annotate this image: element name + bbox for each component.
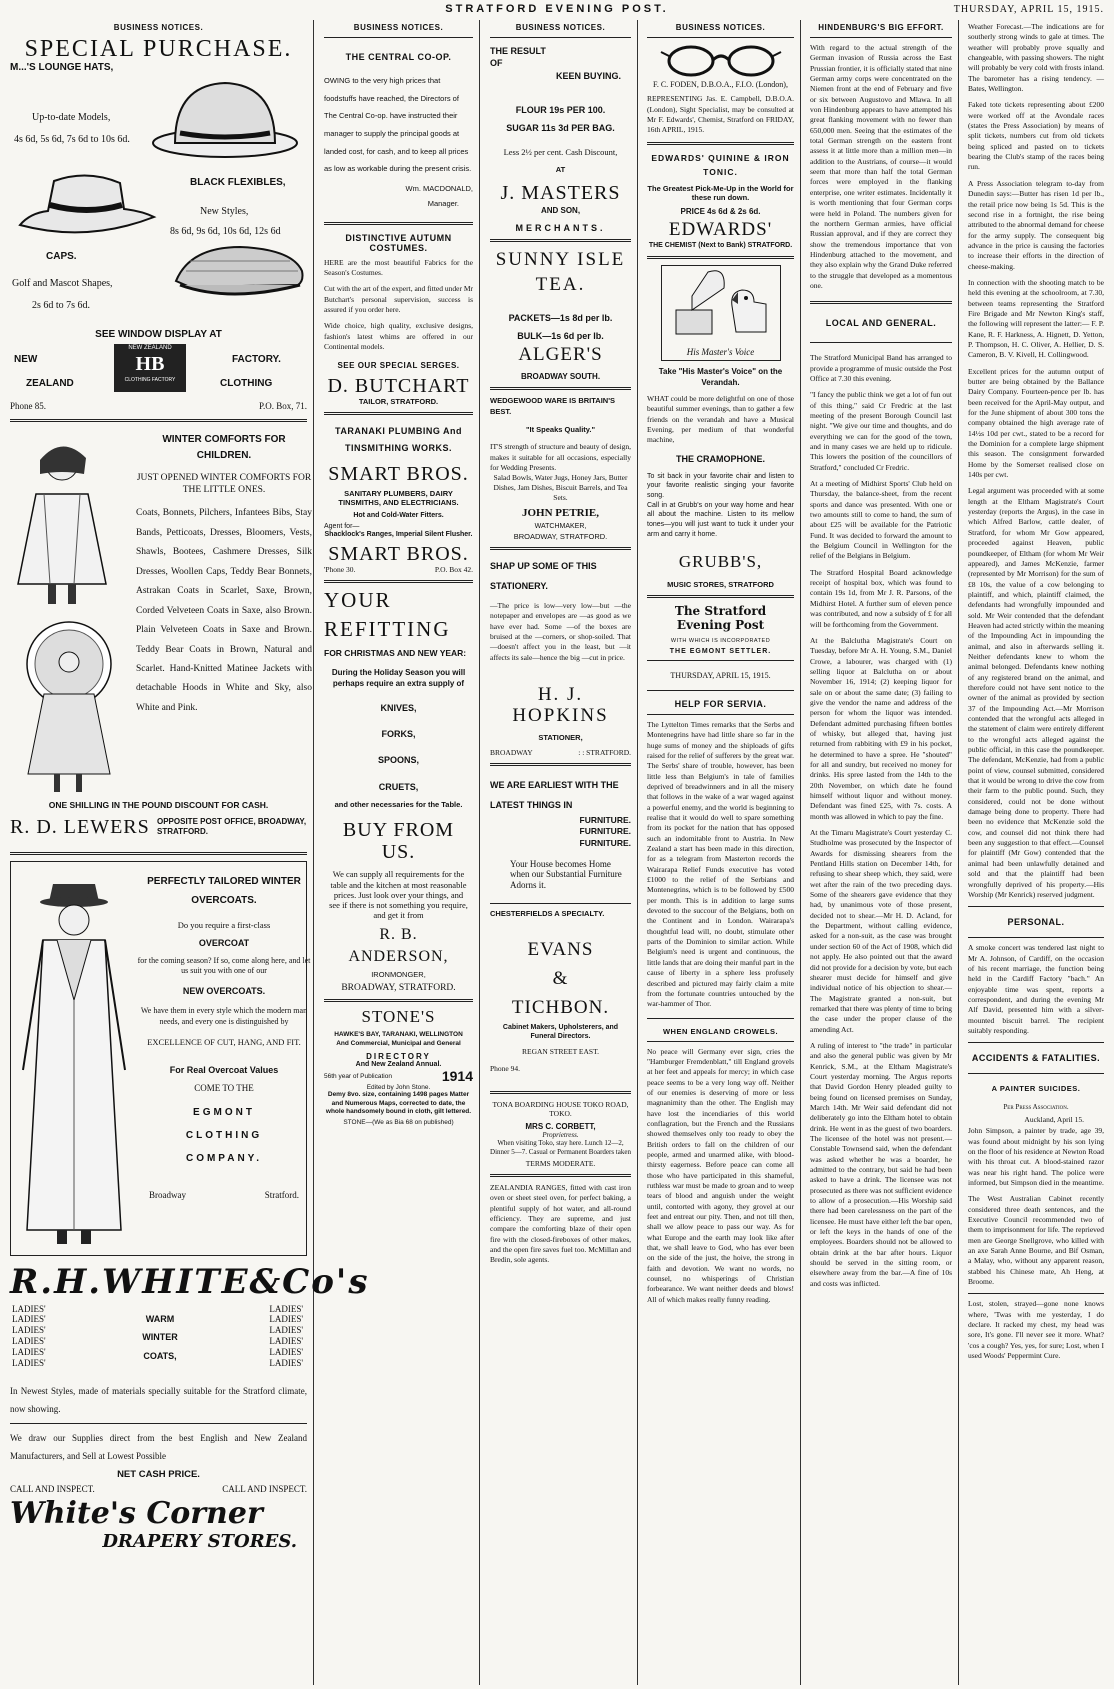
ruling-news: A ruling of interest to "the trade" in particular and also the general public was given by Mr Kenrick, S.M., at the Eltham Magistrate's Court yesterday morning. The Argus reports that David Gordon Henry pleaded guilty to being found on licensed premises on Sunday, March 14th. Mr Weir said defendant did not deliberately go into the Eltham hotel to obtain drink. He went in as the guest of two boarders. The licensee of the hotel was not present.—Constable Townsend said, when the defendant was asked whether he was a boarder, he admitted to the contrary, but said he had been asked to have a drink. The licensee was not prosecuted as there was not sufficient evidence to allow of a prosecution.—His Worship said there had been carelessness on the part of the licensee. He must have either left the bar open, or left the keys in the hands of one of the employees. Boarders should not be allowed to obtain drink at the bar after hours. Liquor should be served in the sitting room, or elsewhere away from the bar.—A fine of 10s and costs was inflicted. <box>810 1040 952 1288</box>
divider <box>324 999 473 1002</box>
help-servia-heading: HELP FOR SERVIA. <box>674 698 767 709</box>
smart-bros-contact <box>324 565 473 574</box>
nz-annual-label: And New Zealand Annual. <box>355 1061 442 1069</box>
ladies-label: LADIES' <box>269 1314 303 1325</box>
butter-price-news: A Press Association telegram to-day from Dunedin says:—Butter has risen 1d per lb., the retail price now being 1s 5d. This is the second rise in a fortnight, the rise being attributed to the abnormal demand for cheese for the army supply. The consequent big advance in the price is causing the factories to increase their efforts in the direction of cheese-making. <box>968 178 1104 271</box>
smart-bros-footer: SMART BROS. <box>328 543 469 566</box>
divider <box>968 906 1104 907</box>
at-label: AT <box>555 165 566 175</box>
butchart-address: TAILOR, STRATFORD. <box>358 396 439 406</box>
divider <box>490 763 631 766</box>
drapery-stores-logo: DRAPERY STORES. <box>102 1530 297 1552</box>
quinine-price: PRICE 4s 6d & 2s 6d. <box>680 207 761 217</box>
ladies-list-right <box>269 1304 303 1369</box>
net-cash-label: NET CASH PRICE. <box>117 1468 200 1480</box>
po-box: P.O. Box, 71. <box>258 401 307 412</box>
christmas-label: FOR CHRISTMAS AND NEW YEAR: <box>324 648 467 659</box>
whites-corner-logo: White's Corner <box>10 1495 263 1531</box>
cutlery-list <box>324 695 473 799</box>
divider <box>10 852 307 855</box>
auckland-dateline: Auckland, April 15. <box>1024 1115 1084 1125</box>
every-style-text: We have them in every style which the modern man needs, and every one is distinguished by <box>140 1006 308 1026</box>
tichbon-name: TICHBON. <box>511 996 610 1018</box>
ironmonger-label: IRONMONGER, <box>371 969 426 979</box>
divider <box>490 903 631 904</box>
new-styles-label: New Styles, <box>200 206 249 218</box>
bulk-price: BULK—1s 6d per lb. <box>517 331 604 342</box>
divider <box>10 419 307 422</box>
his-masters-voice-logo <box>661 265 781 361</box>
divider <box>647 1018 794 1019</box>
clothing-co-label: CLOTHING <box>185 1130 263 1142</box>
discount-banner: ONE SHILLING IN THE POUND DISCOUNT FOR CASH. <box>48 799 269 810</box>
england-crowels-heading: WHEN ENGLAND CROWELS. <box>662 1026 779 1036</box>
to-sit-text: To sit back in your favorite chair and listen to your favorite realistic singing your favorite song. <box>647 472 794 499</box>
edwards-name: EDWARDS' <box>668 219 773 241</box>
we-can-supply-text: We can supply all requirements for the table and the kitchen at most reasonable prices. Just look over your things, and see if there is not something you require, and get it from <box>329 869 468 921</box>
ampersand: & <box>552 967 569 989</box>
coming-season-text: for the coming season? If so, come along here, and let us suit you with one of our <box>137 955 311 975</box>
knives-label: KNIVES, <box>380 703 417 714</box>
broadway-label: BROADWAY <box>490 747 533 757</box>
other-necessaries: and other necessaries for the Table. <box>334 799 463 809</box>
ladies-label: LADIES' <box>12 1357 46 1368</box>
timaru-news: At the Timaru Magistrate's Court yesterday C. Studholme was prosecuted by the Inspector of Awards for dismissing shearers from the Pentland Hills station on December 14th, for refusing to shear sheep which, they said, were wet after the rain of the two preceding days. Some of the shearers gave evidence that they had, by unanimous vote of those present, decided not to shear.—Mr H. D. Acland, for the Department, without calling evidence, asked for a non-suit, as the case was brought under section 60 of the Act of 1908, which did not apply. He also pointed out that the award did not provide for a decision by vote, but each shearer must decide for himself and give individual notice of his objection to shear.—The Magistrate granted a non-suit, but remarked that there was plenty of time to bring the case under the proper clause of the amending Act. <box>810 828 952 1034</box>
stones-title: STONE'S <box>361 1006 436 1026</box>
music-stores-label: MUSIC STORES, STRATFORD <box>667 579 774 589</box>
up-to-date-label: Up-to-date Models, <box>32 112 111 124</box>
your-label: YOUR <box>324 588 392 613</box>
salad-bowls-text: Salad Bowls, Water Jugs, Honey Jars, Butter Dishes, Jam Dishes, Biscuit Barrels, and Tea Sets. <box>493 473 628 502</box>
regan-street: REGAN STREET EAST. <box>521 1046 599 1056</box>
bowler-hat-illustration <box>150 75 300 160</box>
hopkins-address <box>490 748 631 757</box>
divider <box>647 256 794 259</box>
new-label: NEW <box>14 354 38 366</box>
gramophone-dog-icon <box>662 266 780 342</box>
publication-label: 56th year of Publication <box>324 1072 392 1080</box>
lost-poem: Lost, stolen, strayed—gone none knows where, 'Twas with me yesterday, I do declare. It racked my chest, my head was sore, It's gone. I'll never see it more. What? 'cos a cough? Yes, yes, for sure; Lost, when I used Woods' Peppermint Cure. <box>968 1299 1104 1361</box>
egmont-address <box>135 1190 313 1200</box>
smoke-concert-news: A smoke concert was tendered last night to Mr A. Johnson, of Cardiff, on the occasion of his recent marriage, the function being held in the Cardiff Factory "bach." An enjoyable time was spent, reports a correspondent, and during the evening Mr Alf David, presented him with a silver-mounted biscuit barrel. The recipient suitably responding. <box>968 943 1104 1035</box>
broadway-south-label: BROADWAY SOUTH. <box>520 372 601 382</box>
divider <box>647 1041 794 1042</box>
hospital-news: The Stratford Hospital Board acknowledge receipt of hospital box, which was found to contain 19s 1d, from Mr J. R. Parsons, of the Midhirst Hotel. A further sum of eleven pence was contributed, and now a subsidy of £ for all will be forthcoming from the Government. <box>810 567 952 629</box>
year-label: 1914 <box>441 1068 473 1085</box>
ladies-label: LADIES' <box>12 1346 46 1357</box>
sugar-price: SUGAR 11s 3d PER BAG. <box>506 123 615 134</box>
cramophone-label: THE CRAMOPHONE. <box>675 453 765 464</box>
anderson-name: ANDERSON, <box>348 947 449 965</box>
logo-monogram: HB <box>135 353 165 376</box>
caps-label: CAPS. <box>46 251 77 263</box>
winter-comforts-heading: WINTER COMFORTS FOR CHILDREN. <box>162 433 286 461</box>
section-header: BUSINESS NOTICES. <box>675 23 766 32</box>
supplies-text: We draw our Supplies direct from the best English and New Zealand Manufacturers, and Sell at Lowest Possible <box>10 1432 307 1461</box>
edition-date: THURSDAY, APRIL 15, 1915. <box>670 670 771 680</box>
column-5 <box>804 20 959 1685</box>
hmv-caption: His Master's Voice <box>686 347 755 358</box>
paper-title-block: The Stratford Evening Post <box>674 603 767 632</box>
legal-argument-news: Legal argument was proceeded with at some length at the Eltham Magistrate's Court yesterday (reports the Argus), in the case in which Alfred Barlow, cattle dealer, of Stratford, for whom Mr Gow appeared, proceeded against Heaven, public poundkeeper, of Eltham (for whom Mr Weir appeared), and James McKenzie, farmer (represented by Mr Morrison) for the sum of £8 10s, the value of a cow belonging to plaintiff, and which, plaintiff claimed, the defendants had wrongfully impounded and sold. Mr Weir contended that the defendant Heaven had acted strictly within the meaning of the Impounding Act in impounding the animal, and also in afterwards selling it. Neither defendants knew to whom the animal belonged. Defendants knew nothing of any registered brand on the animal, and therefore could not have sent notice to the owner of the animal as provided by section 37 of the Impounding Act.—Mr Morrison contended that the wrongful acts alleged in the statement of claim were entirely different to the wrongful acts alleged against the public official, in this case the poundkeeper. The defendant, McKenzie, had from a public point of view, counsel submitted, considered that it would be wrong to drive the cow from their farm to the public pound. Such, they considered, could not be done without damage being done to property. There had been no evidence that McKenzie sold the cow, and counsel did not think there had been any suggestion to that effect.—Counsel for plaintiff (Mr Gow) contended that the animal had been unlawfully detained and sold and that the plaintiff had been wrongfully deprived of his property.—His Worship (Mr Kenrick) reserved judgment. <box>968 486 1104 899</box>
black-flexibles-label: BLACK FLEXIBLES, <box>190 177 286 189</box>
children-wear-list: Coats, Bonnets, Pilchers, Infantees Bibs, Stay Bands, Petticoats, Dresses, Bloomers, Vests, Shawls, Bootees, Cashmere Dresses, Silk Dresses, Woollen Caps, Teddy Bear Bonnets, Astrakan Coats in Scarlet, Saxe, Brown, Corded Velveteen Coats in Saxe, also Brown. Plain Velveteen Coats in Saxe and Brown. Teddy Bear Coats in Brown, Natural and Scarlet. Hand-Knitted Matinee Jackets with detachable Hoods in White and Sky, also White and Pink. <box>136 508 312 713</box>
divider <box>490 37 631 38</box>
divider <box>324 222 473 225</box>
divider <box>810 37 952 38</box>
shooting-match-news: In connection with the shooting match to be held this evening at the schoolroom, at 7.30, between teams representing the Stratford Fire Brigade and Mr Newton King's staff, the following will represent the latter:— F. P. Kane, R. F. Harkness, A. Hignett, D. Yetton, P. Thompson, H. C. Oliver, A. Hellier, D. S. Cameron, B. V. Kivell, H. Collingwood. <box>968 277 1104 360</box>
lewis-hats-ad <box>10 36 307 413</box>
accidents-heading: ACCIDENTS & FATALITIES. <box>971 1053 1101 1064</box>
and-son-label: AND SON, <box>540 206 581 216</box>
newspaper-title: STRATFORD EVENING POST. <box>445 3 669 15</box>
spectacles-icon <box>661 44 781 78</box>
see-window-label: SEE WINDOW DISPLAY AT <box>95 329 222 341</box>
divider <box>810 301 952 304</box>
hopkins-name: H. J. HOPKINS <box>512 684 609 726</box>
come-to-text: COME TO THE <box>194 1083 254 1094</box>
forks-label: FORKS, <box>381 729 416 740</box>
masthead <box>0 0 1114 20</box>
painter-suicides-heading: A PAINTER SUICIDES. <box>991 1084 1081 1094</box>
grubbs-name: GRUBB'S, <box>678 552 763 572</box>
smart-bros-title: SMART BROS. <box>328 462 469 485</box>
section-header: BUSINESS NOTICES. <box>353 23 444 32</box>
algers-name: ALGER'S <box>518 344 603 366</box>
taranaki-plumbing-heading: TARANAKI PLUMBING And TINSMITHING WORKS. <box>335 425 462 453</box>
ladies-label: LADIES' <box>269 1303 303 1314</box>
real-values-text: For Real Overcoat Values <box>169 1065 279 1076</box>
divider <box>968 1042 1104 1043</box>
cap-illustration <box>170 241 310 313</box>
phone-94: Phone 94. <box>490 1063 520 1073</box>
weather-forecast: Weather Forecast.—The indications are for southerly strong winds to gale at times. The weather will probably prove squally and changeable, with passing showers. The night will probably be very cold with frosts inland. The barometer has a rising tendency. —Bates, Wellington. <box>968 22 1104 94</box>
divider <box>324 37 473 38</box>
divider <box>647 690 794 691</box>
logo-bottom-text: CLOTHING FACTORY <box>124 377 176 384</box>
overcoat-ad <box>10 861 311 1256</box>
cap-prices: 2s 6d to 7s 6d. <box>32 300 91 312</box>
stratford-label: Stratford. <box>264 1190 299 1201</box>
incorporated-label: WITH WHICH IS INCORPORATED <box>670 637 771 644</box>
divider <box>324 412 473 415</box>
special-serges-label: SEE OUR SPECIAL SERGES. <box>337 360 460 370</box>
divider <box>810 342 952 343</box>
divider <box>968 1293 1104 1294</box>
ladies-label: LADIES' <box>269 1335 303 1346</box>
simpson-news: John Simpson, a painter by trade, age 39, was found about midnight by his son lying on the floor of his residence at Newton Road with his throat cut. A blood-stained razor was near his right hand. The police were informed, but Simpson died in the meantime. <box>968 1126 1104 1187</box>
masters-name: J. MASTERS <box>500 182 621 205</box>
terms-moderate: TERMS MODERATE. <box>525 1159 596 1168</box>
hindenburg-heading: HINDENBURG'S BIG EFFORT. <box>818 23 944 32</box>
stratford-label: : : STRATFORD. <box>578 747 631 757</box>
evans-name: EVANS <box>527 938 594 960</box>
factory-label: FACTORY. <box>232 354 281 366</box>
soft-hat-illustration <box>12 165 162 245</box>
petrie-address: BROADWAY, STRATFORD. <box>513 531 608 541</box>
what-could-text: WHAT could be more delightful on one of those beautiful summer evenings, than to gather a few friends on the verandah and have a Musical Evening, per medium of that wonderful machine, <box>647 393 794 445</box>
section-header: BUSINESS NOTICES. <box>113 23 204 32</box>
zealand-label: ZEALAND <box>26 378 74 390</box>
call-inspect-row <box>10 1484 307 1494</box>
representing-text: REPRESENTING Jas. E. Campbell, D.B.O.A. (London), Sight Specialist, may be consulted at Mr F. Edwards', Chemist, Stratford on FRIDAY, 16th APRIL, 1915. <box>647 94 794 135</box>
divider <box>324 580 473 583</box>
zealandia-ranges-text: ZEALANDIA RANGES, fitted with cast iron oven or sheet steel oven, for perfect baking, a plentiful supply of hot water, and all-round efficiency. They are supreme, and just compare the comforting blaze of their open fire with the closed-fireboxes of other makes, and the open fire saves fuel too. McMillan and Bredin, sole agents. <box>490 1183 631 1265</box>
lewers-ad <box>10 428 312 846</box>
phone-number: 'Phone 30. <box>324 565 356 575</box>
new-overcoats-label: NEW OVERCOATS. <box>182 986 266 997</box>
help-servia-body: The Lyttelton Times remarks that the Serbs and Montenegrins have had little share so far in the huge sums of money and the shiploads of gifts raised for the relief of sufferers by the great war. The Serbs' share of trouble, however, has been little less than Belgium's in tale of families deprived of breadwinners and in all the misery that follows in the wake of a war waged against a powerful enemy, and the world is beginning to realise that it would do well to spare something from its pocket for the nation that has opposed such an indomitable front to Austria. In New Zealand a start has been made in this direction, for as a telegram from Masterton records the Wairarapa Relief Funds executive has voted £1000 to the relief of the Serbians and Montenegrins, which is to be followed by £500 per month. This is in addition to large sums devoted to the succour of the Belgians, both on the Continent and in London. Wairarapa's thoughtful lead will, no doubt, stimulate other parts of the Dominion to similar action. While Belgium's need is urgent and continuous, the little lands that are doing their manful part in the cause of liberty in a sphere less profusely described and pictured may fairly claim a mite from the fortunate countries untouched by the war-hammer of Thor. <box>647 719 794 1009</box>
earliest-heading: WE ARE EARLIEST WITH THE LATEST THINGS IN <box>490 779 619 810</box>
phone-number: Phone 85. <box>10 401 46 412</box>
balclutha-news: At the Balclutha Magistrate's Court on Tuesday, before Mr A. H. Young, S.M., Daniel Crowe, a labourer, was charged with (1) selling liquor at Balclutha on or about November 16, 1914; (2) keeping liquor for sale on or about the same date; (3) failing to give the vendor the name and address of the person for whom the liquor was intended. Defendant admitted purchasing fifteen bottles of whisky, but alleged that, having just returned from rabbiting with £9 in his pocket, he determined to have a spree. He "shouted" for all and sundry, but received no money for drinks. His spree lasted from the 14th to the 20th November, on which date he found himself without liquor and without money. Defendant was fined £25, with 7s. costs. A month was allowed in which to pay the fine. <box>810 635 952 821</box>
speaks-quality-label: "It Speaks Quality." <box>525 425 596 435</box>
butter-output-news: Excellent prices for the autumn output of butter are being obtained by the Ballance Dairy Company. Fourteen-pence per lb. has been received for the April-May output, and for the June shipment of about 300 tons the company obtained the high average rate of 14½s 10d per cwt., stated to be a record for the Dominion for a complete large shipment this season. The consignment forwarded Home by the Somerset realised close on 140s per cwt. <box>968 366 1104 480</box>
broadway-label: Broadway <box>149 1190 186 1201</box>
winter-label: WINTER <box>142 1332 178 1343</box>
personal-heading: PERSONAL. <box>1007 917 1065 928</box>
buy-from-us-title: BUY FROM US. <box>342 819 455 864</box>
ladies-label: LADIES' <box>12 1325 46 1336</box>
divider <box>647 714 794 715</box>
john-petrie-name: JOHN PETRIE, <box>521 506 599 519</box>
furniture-label: FURNITURE. <box>579 837 631 848</box>
clothing-factory-logo <box>114 344 186 392</box>
sunny-isle-tea: SUNNY ISLE TEA. <box>495 249 626 295</box>
packets-price: PACKETS—1s 8d per lb. <box>508 313 613 324</box>
hot-cold-fitters: Hot and Cold-Water Fitters. <box>353 512 444 520</box>
stationer-label: STATIONER, <box>538 732 583 742</box>
call-inspect-right: CALL AND INSPECT. <box>222 1483 307 1494</box>
child-in-coat-illustration <box>14 434 124 804</box>
just-opened-text: JUST OPENED WINTER COMFORTS FOR THE LITTLE ONES. <box>136 472 312 495</box>
cabinet-makers-text: Cabinet Makers, Upholsterers, and Funeral Directors. <box>502 1023 619 1040</box>
logo-top-text: NEW ZEALAND <box>128 345 172 352</box>
butchart-name: D. BUTCHART <box>327 374 470 397</box>
call-inspect-left: CALL AND INSPECT. <box>10 1483 95 1494</box>
egmont-settler-label: THE EGMONT SETTLER. <box>669 647 772 655</box>
hat-prices-1: 4s 6d, 5s 6d, 7s 6d to 10s 6d. <box>14 134 130 146</box>
warm-winter-coats <box>120 1310 200 1367</box>
autumn-cut-text: Cut with the art of the expert, and fitted under Mr Butchart's personal supervision, success is assured if you order here. <box>324 284 473 315</box>
central-coop-heading: THE CENTRAL CO-OP. <box>345 52 452 62</box>
its-strength-text: IT'S strength of structure and beauty of design, makes it suitable for all occasions, especially for Wedding Presents. <box>490 442 631 473</box>
column-3 <box>484 20 638 1685</box>
column-2 <box>318 20 480 1685</box>
central-coop-body: OWING to the very high prices that foodstuffs have reached, the Directors of The Central Co-op. have instructed their manager to supply the principal goods at landed cost, for cash, and to keep all prices as low as workable during the present crisis. <box>324 76 472 174</box>
shap-up-heading: SHAP UP SOME OF THIS STATIONERY. <box>490 560 597 592</box>
agent-for-label: Agent for— <box>324 523 360 531</box>
furniture-label: FURNITURE. <box>579 826 631 837</box>
excellence-text: EXCELLENCE OF CUT, HANG, AND FIT. <box>147 1037 301 1048</box>
divider <box>490 1174 631 1177</box>
pick-me-up-text: The Greatest Pick-Me-Up in the World for these run down. <box>647 183 794 203</box>
ladies-label: LADIES' <box>269 1346 303 1357</box>
proprietress-label: Proprietress. <box>542 1130 579 1139</box>
divider <box>490 547 631 550</box>
column-6 <box>962 20 1110 1685</box>
column-4 <box>641 20 801 1685</box>
lewers-address: OPPOSITE POST OFFICE, BROADWAY, STRATFORD. <box>157 816 307 837</box>
cash-discount: Less 2½ per cent. Cash Discount, <box>503 147 618 158</box>
divider <box>968 1073 1104 1074</box>
clothing-label: CLOTHING <box>220 378 273 390</box>
divider <box>647 37 794 38</box>
england-crowels-body: No peace will Germany ever sign, cries the "Hamburger Fremdenblatt," till England grovels at her feet and appeals for mercy; in which case peace seems to be a very long way off. Neither of our enemies is deserving of more or less magnanimity than the other. The English may have lost the incendiaries of this world conflagration, but the French and the Russians showed themselves only too ready to obey the British orders to fall on the children of our people, armed and unarmed alike, with blood-thirsty eagerness. Before peace can come all those who have participated in this shameful, ruthless war must be made to groan and to weep tears of blood and anguish under the weight until, contorted with agony, they grovel at our feet and entreat our pity. Then, and not till then, shall we allow peace to pass our way. As for what Europe and the earth may look like after that, we shall leave to God, who has ever been on the side of the just, the hoive, the strong in faith and devotion. We want no words, no counsel, no whisperings of Christian forbearance. We want neither deeds and blows! All of which makes really funny reading. <box>647 1046 794 1304</box>
flusher-label: Shacklock's Ranges, Imperial Silent Flusher. <box>324 531 473 539</box>
egmont-label: EGMONT <box>193 1107 255 1119</box>
corbett-name: MRS C. CORBETT, <box>525 1121 596 1131</box>
warm-label: WARM <box>145 1313 175 1324</box>
newest-styles-text: In Newest Styles, made of materials specially suitable for the Stratford climate, now showing. <box>10 1385 307 1414</box>
fancy-news: "I fancy the public think we get a lot of fun out of this thing," said Cr Fredric at the last meeting of the present Borough Council last night. "We give our time and thoughts, and do everything we can for the good of the town, and in many cases we are held up to ridicule. This lowers the position of the councillors of Stratford," concluded Cr Fredric. <box>810 390 952 472</box>
faked-tote-news: Faked tote tickets representing about £200 were worked off at the Avondale races (states the Press Association) by means of split tickets, numbers cut from old tickets being spliced and pasted on to tickets bearing the Club's stamp of the races being run. <box>968 100 1104 172</box>
west-australian-news: The West Australian Cabinet recently considered three death sentences, and the Executive Council recommended two of them to imprisonment for life. The reprieved men are George Snellgrove, who killed with an axe Sarah Anne Bourne, and Bif Osman, a Malay, who, without any apparent reason, stabbed his Chinese mate, Ah Heng, at Broome. <box>968 1194 1104 1287</box>
demy-text: Demy 8vo. size, containing 1498 pages Matter and Numerous Maps, corrected to date, the whole handsomely bound in cloth, gilt lettered. <box>325 1091 472 1116</box>
edwards-chemist: THE CHEMIST (Next to Bank) STRATFORD. <box>648 242 793 250</box>
rh-white-ad <box>10 1261 370 1552</box>
masthead-date: THURSDAY, APRIL 15, 1915. <box>953 4 1104 15</box>
rb-initials: R. B. <box>379 926 418 944</box>
take-hmv-heading: Take "His Master's Voice" on the Verandah. <box>658 367 783 387</box>
lounge-hats-label: M...'S LOUNGE HATS, <box>10 62 114 74</box>
autumn-intro: HERE are the most beautiful Fabrics for the Season's Costumes. <box>324 257 473 278</box>
midhirst-news: At a meeting of Midhirst Sports' Club held on Thursday, the balance-sheet, from the recent sports and dance was presented. With one or two amounts still to come to hand, the sum of about £25 will be available for the Patriotic Fund. It was decided to forward the amount to the Belgium Council in Wellington for the relief of the Belgians in Belgium. <box>810 479 952 561</box>
company-label: COMPANY. <box>185 1153 263 1165</box>
overcoat-label: OVERCOAT <box>198 937 250 948</box>
your-house-text: Your House becomes Home when our Substantial Furniture Adorns it. <box>510 858 622 891</box>
stones-year-row <box>324 1068 473 1084</box>
po-box: P.O. Box 42. <box>434 565 473 575</box>
divider <box>968 937 1104 938</box>
golf-shapes-label: Golf and Mascot Shapes, <box>12 278 113 290</box>
rh-white-logo: R.H.WHITE&Co's <box>10 1261 370 1302</box>
wedgewood-heading: WEDGEWOOD WARE IS BRITAIN'S BEST. <box>490 396 615 416</box>
furniture-list <box>490 815 631 848</box>
divider <box>10 1423 307 1424</box>
divider <box>490 387 631 390</box>
divider <box>647 595 794 598</box>
call-grubb-text: Call in at Grubb's on your way home and hear all about the machine. Listen to its mellow tones—you will just want to tuck it under your arm and carry it home. <box>647 501 794 538</box>
require-text: Do you require a first-class <box>177 919 271 930</box>
foden-name: F. C. FODEN, D.B.O.A., F.I.O. (London), <box>653 80 788 89</box>
coats-label: COATS, <box>143 1351 177 1362</box>
ladies-label: LADIES' <box>12 1303 46 1314</box>
anderson-address: BROADWAY, STRATFORD. <box>341 982 456 993</box>
visiting-text: When visiting Toko, stay here. Lunch 12—2, Dinner 5—7. Casual or Permanent Boarders taken <box>490 1138 631 1156</box>
edwards-quinine-heading: EDWARDS' QUININE & IRON TONIC. <box>651 152 790 178</box>
stones-footer: STONE—(We as Bia 68 on published) <box>343 1118 454 1126</box>
flour-price: FLOUR 19s PER 100. <box>515 105 606 116</box>
directory-label: DIRECTORY <box>366 1052 431 1062</box>
divider <box>490 1091 631 1094</box>
edited-by: Edited by John Stone. <box>366 1084 431 1092</box>
cruets-label: CRUETS, <box>378 781 419 792</box>
holiday-text: During the Holiday Season you will perhaps require an extra supply of <box>331 668 466 688</box>
result-of-label: THE RESULT OF <box>490 46 546 68</box>
ladies-list-left <box>12 1304 46 1369</box>
divider <box>647 660 794 661</box>
stones-address: HAWKE'S BAY, TARANAKI, WELLINGTON And Commercial, Municipal and General <box>334 1031 463 1048</box>
local-general-heading: LOCAL AND GENERAL. <box>825 318 937 329</box>
tailored-overcoats-heading: PERFECTLY TAILORED WINTER OVERCOATS. <box>147 875 301 906</box>
spoons-label: SPOONS, <box>377 755 419 766</box>
hindenburg-body: With regard to the actual strength of the German invasion of Russia across the East Prussian frontier, it is officially stated that nine German army corps were concentrated on the Niemen front at the end of February and five or six between Augustovo and Mlawa. In all von Hindenburg appears to have attempted his great flanking movement with no fewer than 650,000 men. Seeing that the estimates of the total German strength on the eastern front assess it at little more than a million men—in addition to the Austrians, of course—it would seem that more than half the total German forces were employed in the flanking enterprise, one writer estimates. Incidentally it is worth mentioning that four German corps were held in Poland. The numbers given for the northern German armies, have official Russian approval, and if they are correct they show the tremendous importance that von Hindenburg attached to the movement, and they also explain why the Grand Duke referred to the struggle that developed as a momentous one. <box>810 43 952 290</box>
watchmaker-label: WATCHMAKER, <box>534 522 587 530</box>
special-purchase-title: SPECIAL PURCHASE. <box>24 36 293 62</box>
divider <box>647 142 794 145</box>
man-in-overcoat-illustration <box>17 870 127 1250</box>
stationery-text: —The price is low—very low—but —the notepaper and envelopes are —as good as we have ever had. Some —of the boxes are bruised at the —corners, or shop-soiled. That —doesn't affect you in the least, but —it affects its sale—hence the big —cut in price. <box>490 600 631 662</box>
ladies-label: LADIES' <box>269 1357 303 1368</box>
autumn-choice-text: Wide choice, high quality, exclusive designs, fashion's latest whims are offered in our Continental models. <box>324 321 473 352</box>
per-press-label: Per Press Association. <box>1003 1103 1069 1112</box>
merchants-label: MERCHANTS. <box>515 223 606 234</box>
toko-boarding-house: TONA BOARDING HOUSE TOKO ROAD, TOKO. <box>492 1099 629 1118</box>
lewers-name: R. D. LEWERS <box>10 815 150 838</box>
contact-row <box>10 400 307 412</box>
ladies-label: LADIES' <box>269 1325 303 1336</box>
keen-buying-label: KEEN BUYING. <box>555 71 621 82</box>
band-news: The Stratford Municipal Band has arranged to provide a programme of music outside the Post Office at 7.30 this evening. <box>810 353 952 383</box>
autumn-costumes-heading: DISTINCTIVE AUTUMN COSTUMES. <box>345 232 452 253</box>
refitting-label: REFITTING <box>324 617 451 642</box>
manager-title: Manager. <box>427 198 459 208</box>
section-header: BUSINESS NOTICES. <box>515 23 606 32</box>
divider <box>490 239 631 242</box>
chesterfields-label: CHESTERFIELDS A SPECIALTY. <box>490 908 605 918</box>
ladies-label: LADIES' <box>12 1314 46 1325</box>
macdonald-name: Wm. MACDONALD, <box>405 183 473 193</box>
hat-prices-2: 8s 6d, 9s 6d, 10s 6d, 12s 6d <box>170 226 281 238</box>
sanitary-plumbers: SANITARY PLUMBERS, DAIRY TINSMITHS, AND ELECTRICIANS. <box>338 488 459 508</box>
ladies-label: LADIES' <box>12 1335 46 1346</box>
furniture-label: FURNITURE. <box>579 815 631 826</box>
